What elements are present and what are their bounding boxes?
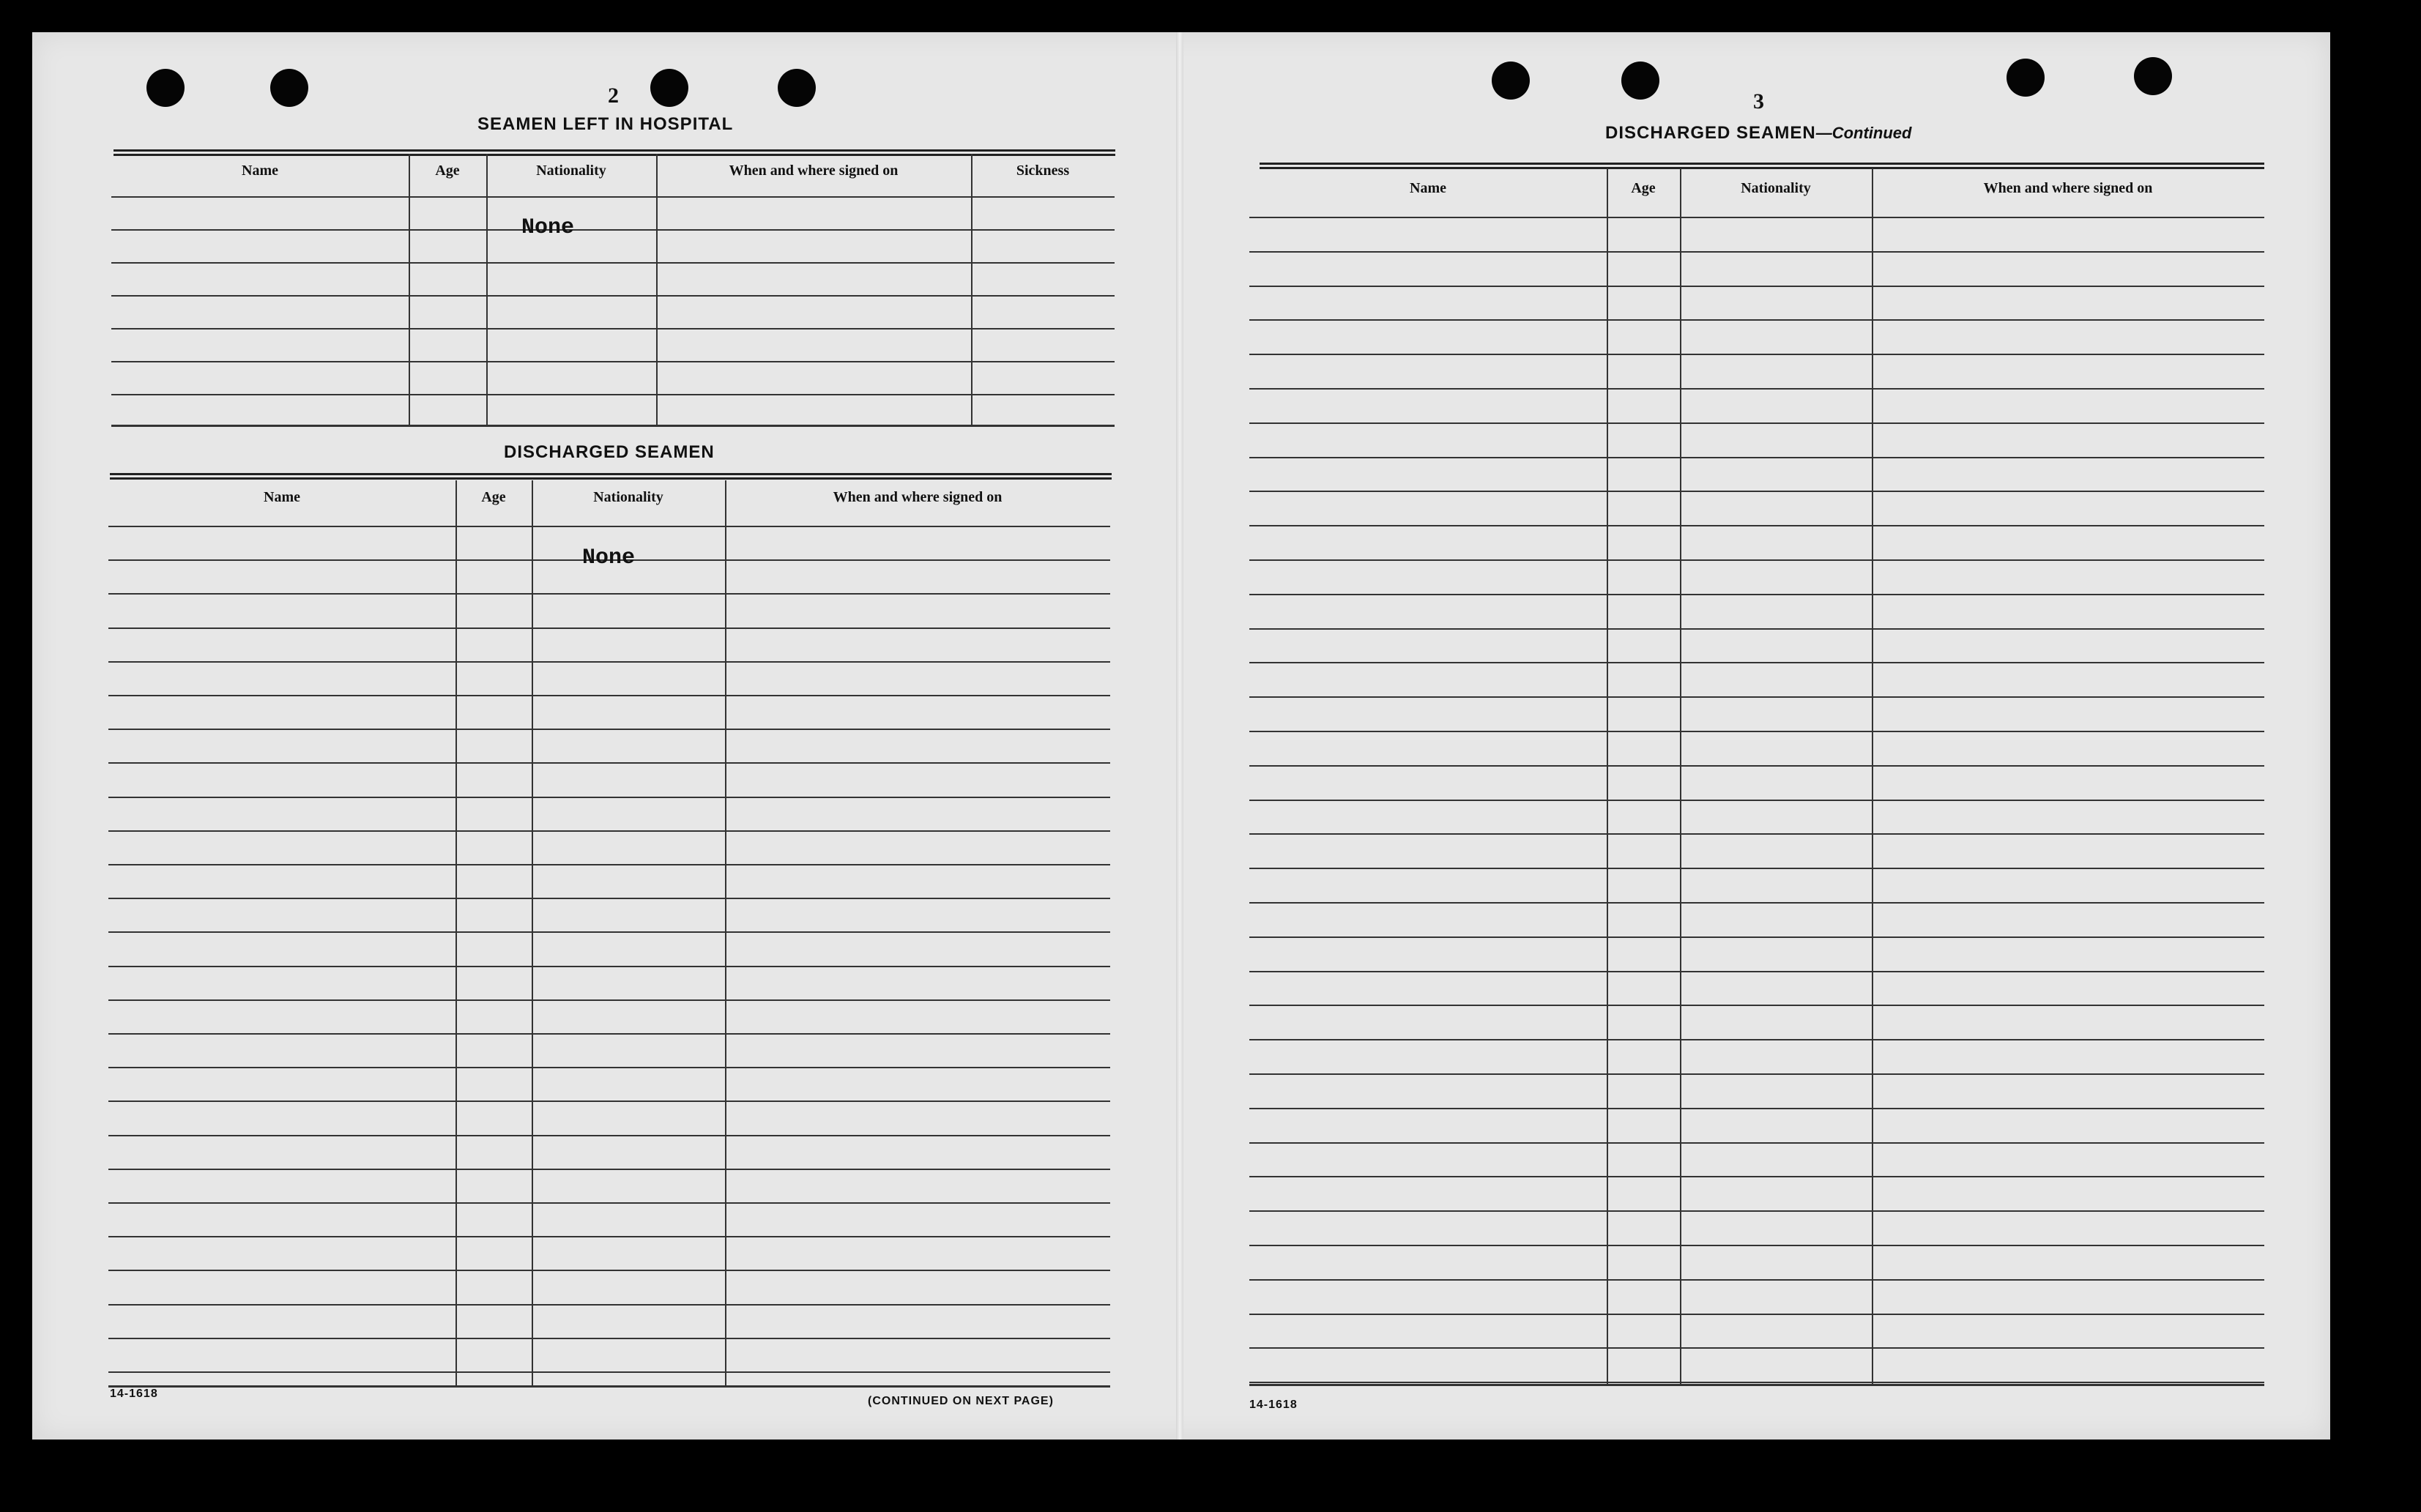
row-line [108, 1169, 1110, 1170]
page-number-left: 2 [608, 83, 619, 108]
column-header-age: Age [481, 489, 506, 505]
row-line [1249, 1279, 2264, 1281]
punch-hole [1621, 62, 1659, 100]
column-divider [486, 154, 488, 425]
row-line [108, 1371, 1110, 1373]
punch-hole [270, 69, 308, 107]
row-line [1249, 559, 2264, 561]
row-line [1249, 1382, 2264, 1383]
row-line [108, 797, 1110, 798]
column-divider [1680, 168, 1681, 1384]
column-header-when-and-where-signed-on: When and where signed on [1983, 180, 2153, 196]
row-line [1249, 765, 2264, 767]
row-line [1249, 731, 2264, 732]
row-line [1249, 1142, 2264, 1144]
column-header-nationality: Nationality [536, 163, 606, 179]
column-header-when-and-where-signed-on: When and where signed on [833, 489, 1003, 505]
punch-hole [778, 69, 816, 107]
punch-hole [1492, 62, 1530, 100]
header-rule [108, 526, 1110, 527]
row-line [1249, 800, 2264, 801]
row-line [1249, 868, 2264, 869]
row-line [1249, 251, 2264, 253]
page-number-right: 3 [1753, 89, 1764, 113]
row-line [1249, 354, 2264, 355]
row-line [108, 931, 1110, 933]
row-line [1249, 594, 2264, 595]
row-line [108, 1135, 1110, 1136]
row-line [1249, 902, 2264, 904]
row-line [1249, 936, 2264, 938]
row-line [1249, 1039, 2264, 1040]
form-number-left: 14-1618 [110, 1388, 158, 1400]
row-line [108, 1236, 1110, 1237]
form-number-right: 14-1618 [1249, 1399, 1298, 1411]
row-line [108, 999, 1110, 1001]
row-line [1249, 971, 2264, 972]
column-header-age: Age [435, 163, 460, 179]
row-line [1249, 286, 2264, 287]
row-line [1249, 833, 2264, 835]
right-section-title [1605, 123, 1911, 144]
row-line [1249, 662, 2264, 663]
column-header-sickness: Sickness [1016, 163, 1070, 179]
row-line [1249, 1005, 2264, 1006]
right-title-suffix: —Continued [1815, 124, 1912, 142]
row-line [108, 762, 1110, 764]
discharged-section-title: DISCHARGED SEAMEN [504, 442, 715, 462]
row-line [111, 262, 1115, 264]
row-line [108, 898, 1110, 899]
row-line [108, 1202, 1110, 1204]
row-line [108, 830, 1110, 832]
row-line [1249, 388, 2264, 390]
row-line [111, 361, 1115, 362]
row-line [108, 1270, 1110, 1271]
row-line [111, 328, 1115, 329]
column-divider [656, 154, 658, 425]
header-rule [111, 196, 1115, 198]
row-line [1249, 696, 2264, 698]
column-header-name: Name [242, 163, 278, 179]
table-bottom-rule [111, 425, 1115, 427]
table-bottom-rule [108, 1385, 1110, 1388]
row-line [1249, 1210, 2264, 1212]
right-title-rule [1260, 163, 2264, 169]
row-line [108, 1338, 1110, 1339]
continued-note: (CONTINUED ON NEXT PAGE) [868, 1395, 1054, 1407]
row-line [108, 661, 1110, 663]
column-header-age: Age [1631, 180, 1656, 196]
hospital-section-title: SEAMEN LEFT IN HOSPITAL [477, 114, 734, 134]
row-line [108, 695, 1110, 696]
punch-hole [650, 69, 688, 107]
punch-hole [2007, 59, 2045, 97]
row-line [108, 1067, 1110, 1068]
row-line [108, 593, 1110, 595]
column-divider [409, 154, 410, 425]
punch-hole [2134, 57, 2172, 95]
page-fold [1176, 32, 1183, 1440]
column-divider [532, 480, 533, 1385]
row-line [1249, 319, 2264, 321]
hospital-title-rule [114, 149, 1115, 156]
table-bottom-rule [1249, 1384, 2264, 1386]
row-line [1249, 1108, 2264, 1109]
column-header-name: Name [264, 489, 300, 505]
row-line [1249, 1176, 2264, 1177]
row-line [111, 229, 1115, 231]
column-divider [725, 480, 726, 1385]
row-line [1249, 525, 2264, 526]
row-line [108, 1304, 1110, 1306]
row-line [1249, 1314, 2264, 1315]
row-line [1249, 1245, 2264, 1246]
column-divider [1872, 168, 1873, 1384]
punch-hole [146, 69, 185, 107]
row-line [108, 1101, 1110, 1102]
row-line [111, 394, 1115, 395]
row-line [1249, 457, 2264, 458]
row-line [1249, 1347, 2264, 1349]
hospital-entry: None [521, 215, 575, 240]
row-line [1249, 1073, 2264, 1075]
column-divider [1607, 168, 1608, 1384]
row-line [108, 1033, 1110, 1035]
row-line [108, 864, 1110, 865]
row-line [1249, 628, 2264, 630]
row-line [1249, 491, 2264, 492]
row-line [108, 966, 1110, 967]
discharged-entry: None [582, 545, 636, 570]
column-divider [971, 154, 973, 425]
row-line [111, 295, 1115, 297]
row-line [108, 729, 1110, 730]
column-header-when-and-where-signed-on: When and where signed on [729, 163, 899, 179]
discharged-title-rule [110, 473, 1112, 480]
column-header-nationality: Nationality [593, 489, 663, 505]
column-header-nationality: Nationality [1741, 180, 1811, 196]
column-header-name: Name [1410, 180, 1446, 196]
row-line [1249, 422, 2264, 424]
column-divider [455, 480, 457, 1385]
right-title-text: DISCHARGED SEAMEN [1605, 123, 1816, 143]
header-rule [1249, 217, 2264, 218]
row-line [108, 627, 1110, 629]
